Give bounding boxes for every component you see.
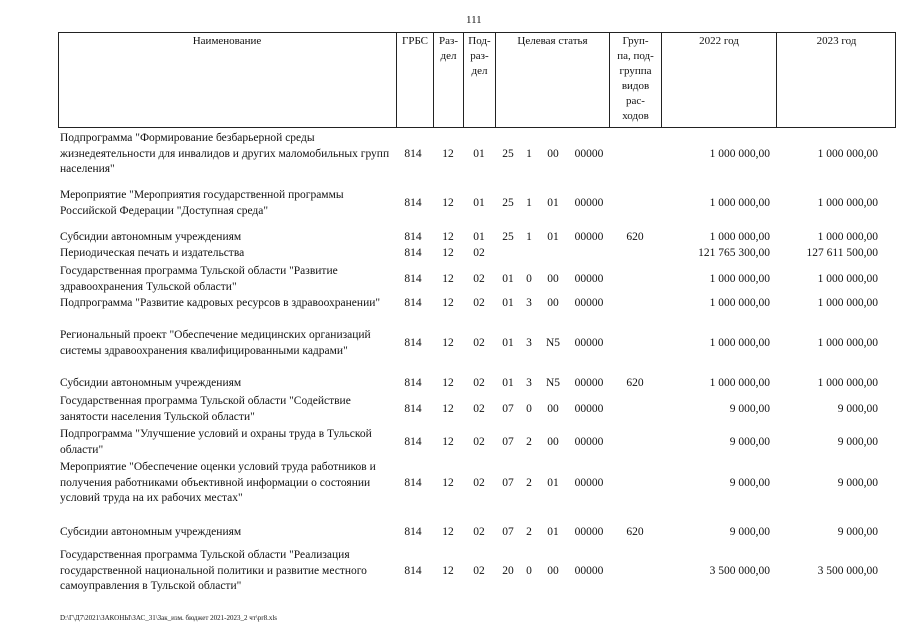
- row-grbs: 814: [404, 377, 422, 389]
- row-name: Государственная программа Тульской области "Развитие здравоохранения Тульской области": [60, 265, 338, 293]
- row-target-subprogram: 1: [526, 148, 532, 160]
- row-amount-2022: 1 000 000,00: [709, 148, 770, 160]
- header-razdel: Раз- дел: [433, 32, 463, 128]
- row-target-program: 25: [502, 231, 514, 243]
- row-expense-group: 620: [626, 526, 644, 538]
- row-target-subprogram: 0: [526, 273, 532, 285]
- row-expense-group: 620: [626, 231, 644, 243]
- row-target-main: 00: [547, 297, 559, 309]
- row-podrazdel: 02: [473, 436, 485, 448]
- row-grbs: 814: [404, 526, 422, 538]
- row-amount-2022: 1 000 000,00: [709, 297, 770, 309]
- row-razdel: 12: [442, 247, 454, 259]
- row-podrazdel: 02: [473, 565, 485, 577]
- row-target-main: N5: [545, 337, 561, 349]
- row-amount-2022: 3 500 000,00: [709, 565, 770, 577]
- row-name: Мероприятие "Обеспечение оценки условий труда работников и получения работниками объективной информации о состоянии условий труда на их рабочих местах": [60, 461, 376, 504]
- row-amount-2022: 1 000 000,00: [709, 377, 770, 389]
- row-razdel: 12: [442, 526, 454, 538]
- row-razdel: 12: [442, 197, 454, 209]
- header-2023: 2023 год: [776, 32, 896, 128]
- row-amount-2023: 9 000,00: [837, 403, 878, 415]
- row-podrazdel: 02: [473, 337, 485, 349]
- row-target-direction: 00000: [574, 565, 604, 577]
- row-amount-2023: 1 000 000,00: [817, 297, 878, 309]
- row-amount-2022: 9 000,00: [729, 436, 770, 448]
- row-target-direction: 00000: [574, 148, 604, 160]
- row-grbs: 814: [404, 148, 422, 160]
- row-target-main: 00: [547, 273, 559, 285]
- row-grbs: 814: [404, 297, 422, 309]
- row-target-program: 01: [502, 337, 514, 349]
- row-name: Мероприятие "Мероприятия государственной программы Российской Федерации "Доступная среда": [60, 189, 344, 217]
- row-razdel: 12: [442, 148, 454, 160]
- row-razdel: 12: [442, 436, 454, 448]
- row-amount-2022: 9 000,00: [729, 526, 770, 538]
- row-target-main: 01: [547, 526, 559, 538]
- row-razdel: 12: [442, 231, 454, 243]
- row-podrazdel: 01: [473, 197, 485, 209]
- row-name: Периодическая печать и издательства: [60, 247, 245, 259]
- row-name: Субсидии автономным учреждениям: [60, 377, 242, 389]
- row-amount-2023: 1 000 000,00: [817, 197, 878, 209]
- row-razdel: 12: [442, 297, 454, 309]
- row-target-subprogram: 1: [526, 197, 532, 209]
- header-name: Наименование: [192, 35, 262, 47]
- row-grbs: 814: [404, 273, 422, 285]
- row-podrazdel: 02: [473, 526, 485, 538]
- row-amount-2023: 1 000 000,00: [817, 273, 878, 285]
- row-target-program: 07: [502, 477, 514, 489]
- row-podrazdel: 01: [473, 231, 485, 243]
- row-amount-2022: 1 000 000,00: [709, 197, 770, 209]
- row-podrazdel: 02: [473, 403, 485, 415]
- row-target-direction: 00000: [574, 337, 604, 349]
- row-amount-2023: 9 000,00: [837, 477, 878, 489]
- row-razdel: 12: [442, 477, 454, 489]
- row-razdel: 12: [442, 403, 454, 415]
- row-target-program: 25: [502, 197, 514, 209]
- row-target-program: 01: [502, 273, 514, 285]
- row-name: Региональный проект "Обеспечение медицинских организаций системы здравоохранения квалифицированными кадрами": [60, 329, 371, 357]
- row-target-main: 01: [547, 197, 559, 209]
- row-target-main: N5: [545, 377, 561, 389]
- header-podrazdel: Под- раз- дел: [463, 32, 495, 128]
- row-name: Подпрограмма "Улучшение условий и охраны труда в Тульской области": [60, 428, 372, 456]
- row-name: Государственная программа Тульской области "Содействие занятости населения Тульской области": [60, 395, 351, 423]
- row-target-subprogram: 3: [526, 297, 532, 309]
- row-target-main: 00: [547, 436, 559, 448]
- row-target-main: 01: [547, 231, 559, 243]
- row-amount-2023: 3 500 000,00: [817, 565, 878, 577]
- row-target-subprogram: 1: [526, 231, 532, 243]
- row-target-subprogram: 2: [526, 477, 532, 489]
- row-grbs: 814: [404, 197, 422, 209]
- row-target-subprogram: 3: [526, 337, 532, 349]
- row-grbs: 814: [404, 247, 422, 259]
- row-razdel: 12: [442, 377, 454, 389]
- row-grbs: 814: [404, 477, 422, 489]
- row-podrazdel: 02: [473, 297, 485, 309]
- row-target-program: 07: [502, 526, 514, 538]
- row-target-program: 01: [502, 297, 514, 309]
- row-grbs: 814: [404, 337, 422, 349]
- row-target-subprogram: 2: [526, 526, 532, 538]
- row-grbs: 814: [404, 565, 422, 577]
- row-target-direction: 00000: [574, 297, 604, 309]
- row-target-subprogram: 0: [526, 565, 532, 577]
- row-amount-2023: 127 611 500,00: [806, 247, 878, 259]
- row-target-main: 00: [547, 403, 559, 415]
- row-amount-2022: 1 000 000,00: [709, 231, 770, 243]
- row-target-main: 00: [547, 565, 559, 577]
- row-amount-2023: 9 000,00: [837, 526, 878, 538]
- row-target-direction: 00000: [574, 377, 604, 389]
- row-target-direction: 00000: [574, 403, 604, 415]
- file-path-footer: D:\Г\Д7\2021\ЗАКОНЫ\ЗАС_31\Зак_изм. бюджет 2021-2023_2 чт\pr8.xls: [60, 614, 278, 622]
- row-target-program: 25: [502, 148, 514, 160]
- row-podrazdel: 02: [473, 377, 485, 389]
- row-amount-2022: 1 000 000,00: [709, 337, 770, 349]
- row-target-direction: 00000: [574, 197, 604, 209]
- row-razdel: 12: [442, 565, 454, 577]
- row-target-direction: 00000: [574, 477, 604, 489]
- row-name: Подпрограмма "Формирование безбарьерной среды жизнедеятельности для инвалидов и других маломобильных групп населения": [60, 132, 390, 175]
- row-podrazdel: 02: [473, 273, 485, 285]
- row-amount-2023: 1 000 000,00: [817, 377, 878, 389]
- row-target-subprogram: 3: [526, 377, 532, 389]
- row-amount-2023: 9 000,00: [837, 436, 878, 448]
- row-expense-group: 620: [626, 377, 644, 389]
- row-target-program: 07: [502, 403, 514, 415]
- header-grbs: ГРБС: [396, 32, 433, 128]
- row-razdel: 12: [442, 273, 454, 285]
- row-name: Субсидии автономным учреждениям: [60, 231, 242, 243]
- row-name: Субсидии автономным учреждениям: [60, 526, 242, 538]
- row-podrazdel: 01: [473, 148, 485, 160]
- row-target-main: 00: [547, 148, 559, 160]
- row-amount-2022: 9 000,00: [729, 477, 770, 489]
- row-grbs: 814: [404, 403, 422, 415]
- row-amount-2022: 9 000,00: [729, 403, 770, 415]
- row-amount-2022: 121 765 300,00: [698, 247, 770, 259]
- header-target: Целевая статья: [495, 32, 609, 128]
- row-target-subprogram: 2: [526, 436, 532, 448]
- row-target-program: 01: [502, 377, 514, 389]
- header-2022: 2022 год: [661, 32, 776, 128]
- row-target-direction: 00000: [574, 436, 604, 448]
- page-number: 111: [466, 14, 482, 26]
- row-target-main: 01: [547, 477, 559, 489]
- row-grbs: 814: [404, 436, 422, 448]
- row-amount-2023: 1 000 000,00: [817, 337, 878, 349]
- header-group: Груп- па, под- группа видов рас- ходов: [609, 32, 661, 128]
- row-target-program: 20: [502, 565, 514, 577]
- row-podrazdel: 02: [473, 477, 485, 489]
- row-target-subprogram: 0: [526, 403, 532, 415]
- row-target-direction: 00000: [574, 273, 604, 285]
- row-target-direction: 00000: [574, 526, 604, 538]
- row-amount-2023: 1 000 000,00: [817, 231, 878, 243]
- row-target-direction: 00000: [574, 231, 604, 243]
- row-name: Государственная программа Тульской области "Реализация государственной национальной политики и развитие местного самоуправления в Тульской области": [60, 549, 367, 592]
- row-amount-2023: 1 000 000,00: [817, 148, 878, 160]
- row-name: Подпрограмма "Развитие кадровых ресурсов в здравоохранении": [60, 297, 381, 309]
- row-podrazdel: 02: [473, 247, 485, 259]
- row-razdel: 12: [442, 337, 454, 349]
- row-target-program: 07: [502, 436, 514, 448]
- row-grbs: 814: [404, 231, 422, 243]
- row-amount-2022: 1 000 000,00: [709, 273, 770, 285]
